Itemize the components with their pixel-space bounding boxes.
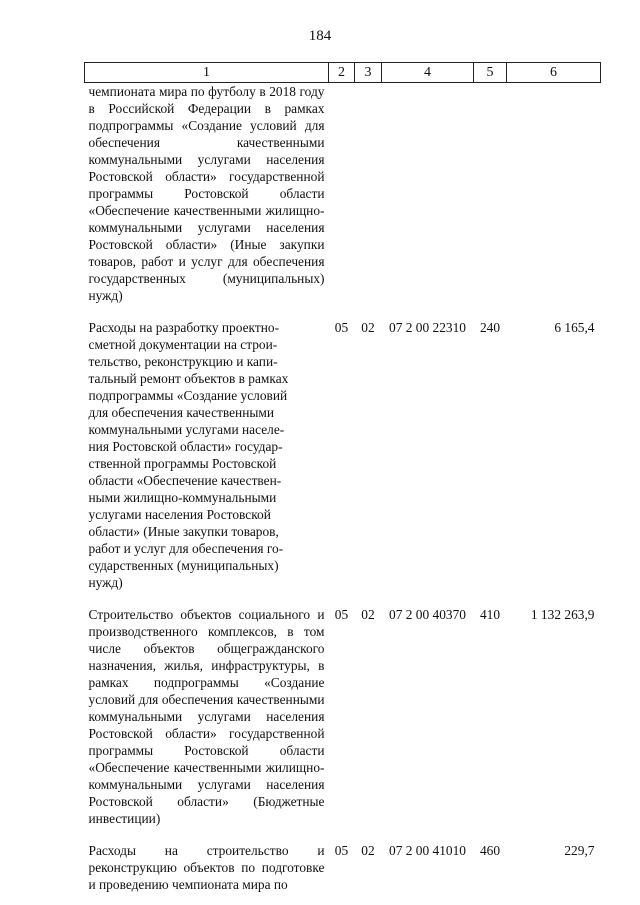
row-target-code: 07 2 00 41010 [389, 843, 466, 858]
header-col-4: 4 [382, 63, 474, 83]
table-row [85, 606, 601, 842]
budget-table [84, 62, 601, 893]
row-target-code: 07 2 00 22310 [389, 320, 466, 335]
row-description: Расходы на строительство и реконструкцию объектов по подготовке и проведению чемпионата мира по [88, 843, 325, 892]
row-description: Расходы на разработку проектно- сметной документации на строи- тельство, реконструкцию и капи- тальный ремонт объектов в рамках подпрограммы «Создание условий для обеспечения качественными коммунальными услугами населе- ния Ростовской области» государ- ственной программы Ростовской области «Обеспечение качествен- ными жилищно-коммунальными услугами населения Ростовской области» (Иные закупки товаров, работ и услуг для обеспечения го- сударственных (муниципальных) нужд) [88, 320, 289, 590]
header-col-3: 3 [355, 63, 382, 83]
header-col-2: 2 [329, 63, 355, 83]
row-description: чемпионата мира по футболу в 2018 году в Российской Федерации в рамках подпрограммы «Создание условий для обеспечения качественными коммунальными услугами населения Ростовской области» государственной программы Ростовской области «Обеспечение качественными жилищно-коммунальными услугами населения Ростовской области» (Иные закупки товаров, работ и услуг для обеспечения государственных (муниципальных) нужд) [88, 84, 325, 303]
row-section [329, 83, 355, 320]
row-subsection: 02 [361, 843, 375, 858]
row-expense-type: 410 [479, 607, 501, 622]
row-expense-type: 240 [479, 320, 501, 335]
table-header [85, 63, 601, 83]
row-amount: 229,7 [564, 843, 595, 858]
row-description: Строительство объектов социального и производственного комплексов, в том числе объектов общегражданского назначения, жилья, инфраструктуры, в рамках подпрограммы «Создание условий для обеспечения качественными коммунальными услугами населения Ростовской области» государственной программы Ростовской области «Обеспечение качественными жилищно-коммунальными услугами населения Ростовской области» (Бюджетные инвестиции) [88, 607, 325, 826]
row-subsection: 02 [361, 320, 375, 335]
row-subsection [355, 83, 382, 320]
header-col-1: 1 [85, 63, 329, 83]
row-section: 05 [334, 320, 349, 335]
header-col-5: 5 [474, 63, 507, 83]
row-amount [507, 83, 601, 320]
row-target-code [382, 83, 474, 320]
row-amount: 6 165,4 [554, 320, 595, 335]
header-col-6: 6 [507, 63, 601, 83]
row-amount: 1 132 263,9 [530, 607, 595, 622]
header-row [85, 63, 601, 83]
table-row [85, 842, 601, 893]
table-row [85, 319, 601, 606]
row-expense-type: 460 [479, 843, 501, 858]
table-row [85, 83, 601, 320]
row-subsection: 02 [361, 607, 375, 622]
page-number: 184 [308, 28, 332, 44]
row-section: 05 [334, 607, 349, 622]
row-section: 05 [334, 843, 349, 858]
table-body [85, 83, 601, 894]
row-target-code: 07 2 00 40370 [389, 607, 466, 622]
row-expense-type [474, 83, 507, 320]
